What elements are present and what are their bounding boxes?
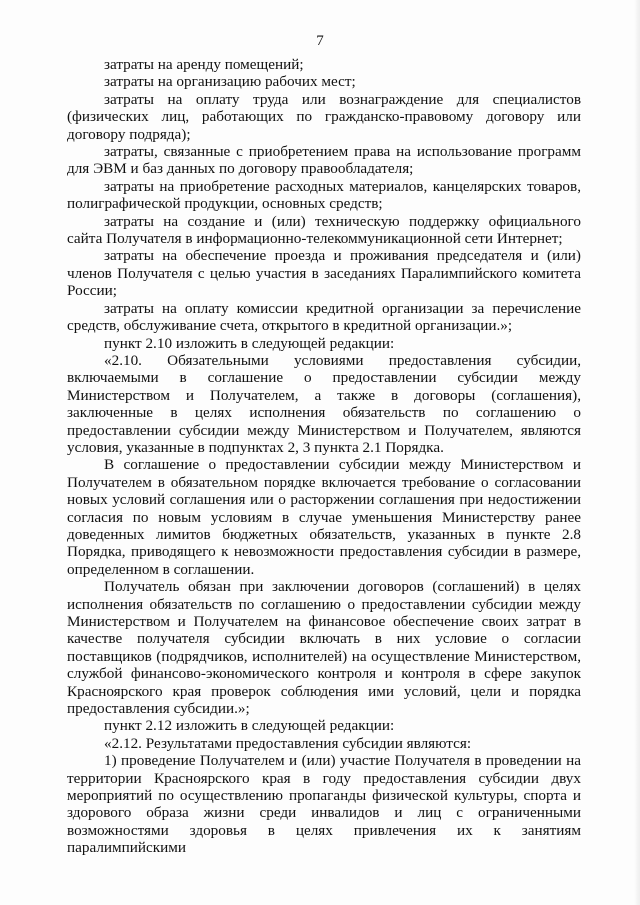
paragraph: затраты на аренду помещений; — [104, 56, 304, 73]
document-body — [67, 56, 581, 857]
paragraph: затраты, связанные с приобретением права на использование программ для ЭВМ и баз данных по договору правообладателя; — [67, 143, 581, 178]
paragraph: «2.10. Обязательными условиями предоставления субсидии, включаемыми в соглашение о предоставлении субсидии между Министерством и Получателем, а также в договоры (соглашения), заключенные в целях исполнения обязательств по соглашению о предоставлении субсидии между Министерством и Получателем, являются условия, указанные в подпунктах 2, 3 пункта 2.1 Порядка. — [67, 351, 581, 456]
paragraph: затраты на приобретение расходных материалов, канцелярских товаров, полиграфической продукции, основных средств; — [67, 177, 581, 213]
scan-edge-shadow — [634, 0, 640, 905]
paragraph: затраты на обеспечение проезда и проживания председателя и (или) членов Получателя с целью участия в заседаниях Паралимпийского комитета России; — [67, 247, 581, 300]
paragraph: пункт 2.12 изложить в следующей редакции: — [104, 717, 395, 735]
paragraph: В соглашение о предоставлении субсидии между Министерством и Получателем в обязательном порядке включается требование о согласовании новых условий соглашения или о расторжении соглашения при недостижении согласия по новым условиям в случае уменьшения Министерству ранее доведенных лимитов бюджетных обязательств, указанных в пункте 2.8 Порядка, приводящего к невозможности предоставления субсидии в размере, определенном в соглашении. — [67, 456, 581, 578]
paragraph: 1) проведение Получателем и (или) участие Получателя в проведении на территории Красноярского края в году предоставления субсидии двух мероприятий по осуществлению пропаганды физической культуры, спорта и здорового образа жизни среди инвалидов и лиц с ограниченными возможностями здоровья в целях привлечения их к занятиям паралимпийскими — [67, 752, 581, 857]
paragraph: Получатель обязан при заключении договоров (соглашений) в целях исполнения обязательств по соглашению о предоставлении субсидии между Министерством и Получателем на финансовое обеспечение своих затрат в качестве получателя субсидии включать в них условие о согласии поставщиков (подрядчиков, исполнителей) на осуществление Министерством, службой финансово-экономического контроля и контроля в сфере закупок Красноярского края проверок соблюдения ими условий, цели и порядка предоставления субсидии.»; — [67, 578, 581, 718]
paragraph: пункт 2.10 изложить в следующей редакции: — [104, 334, 395, 352]
paragraph: затраты на оплату труда или вознаграждение для специалистов (физических лиц, работающих по гражданско-правовому договору или договору подряда); — [67, 90, 581, 143]
paragraph: «2.12. Результатами предоставления субсидии являются: — [104, 734, 472, 752]
paragraph: затраты на создание и (или) техническую поддержку официального сайта Получателя в информационно-телекоммуникационной сети Интернет; — [67, 212, 581, 248]
paragraph: затраты на оплату комиссии кредитной организации за перечисление средств, обслуживание счета, открытого в кредитной организации.»; — [67, 299, 581, 335]
paragraph: затраты на организацию рабочих мест; — [104, 73, 356, 91]
page-number: 7 — [316, 33, 324, 49]
